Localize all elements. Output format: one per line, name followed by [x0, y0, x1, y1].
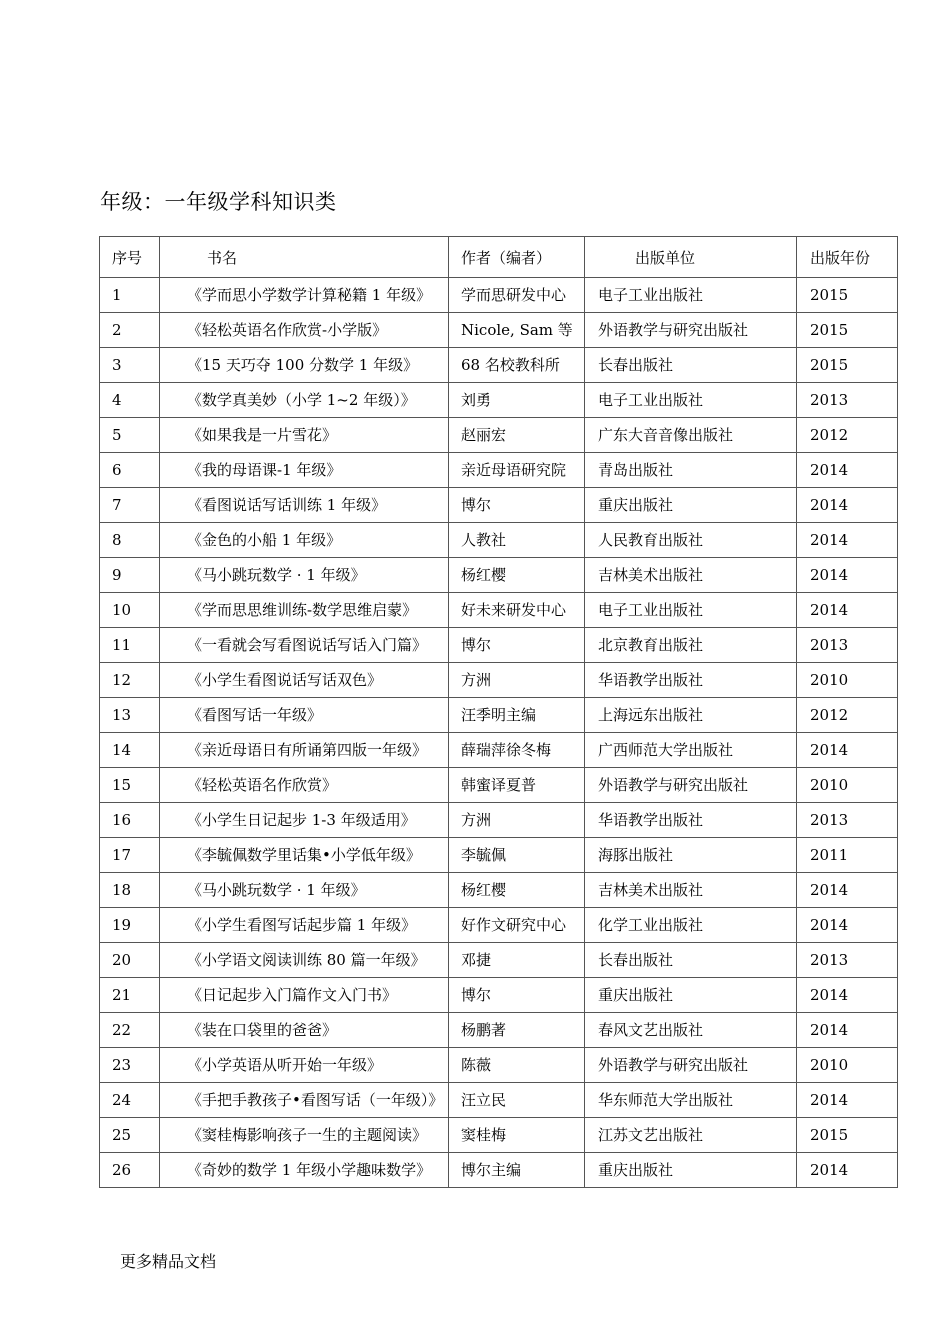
cell-author: 李毓佩 [449, 838, 585, 873]
cell-no: 23 [100, 1048, 160, 1083]
table-row [100, 768, 898, 803]
cell-year: 2015 [797, 313, 898, 348]
cell-publisher: 春风文艺出版社 [585, 1013, 797, 1048]
table-row [100, 908, 898, 943]
cell-year: 2014 [797, 978, 898, 1013]
table-row [100, 523, 898, 558]
table-row [100, 978, 898, 1013]
cell-publisher: 化学工业出版社 [585, 908, 797, 943]
cell-title: 《小学英语从听开始一年级》 [160, 1048, 449, 1083]
column-header-no: 序号 [100, 237, 160, 278]
cell-no: 10 [100, 593, 160, 628]
cell-publisher: 重庆出版社 [585, 1153, 797, 1188]
cell-no: 18 [100, 873, 160, 908]
cell-year: 2014 [797, 558, 898, 593]
cell-publisher: 长春出版社 [585, 943, 797, 978]
cell-title: 《看图写话一年级》 [160, 698, 449, 733]
cell-no: 5 [100, 418, 160, 453]
column-header-publisher: 出版单位 [585, 237, 797, 278]
cell-year: 2014 [797, 593, 898, 628]
cell-title: 《轻松英语名作欣赏-小学版》 [160, 313, 449, 348]
cell-author: 窦桂梅 [449, 1118, 585, 1153]
cell-publisher: 电子工业出版社 [585, 383, 797, 418]
column-header-title: 书名 [160, 237, 449, 278]
cell-year: 2014 [797, 523, 898, 558]
cell-author: 人教社 [449, 523, 585, 558]
table-row [100, 1048, 898, 1083]
cell-year: 2015 [797, 278, 898, 313]
cell-publisher: 吉林美术出版社 [585, 873, 797, 908]
cell-year: 2015 [797, 1118, 898, 1153]
cell-publisher: 电子工业出版社 [585, 278, 797, 313]
cell-no: 12 [100, 663, 160, 698]
cell-title: 《数学真美妙（小学 1~2 年级）》 [160, 383, 449, 418]
cell-title: 《15 天巧夺 100 分数学 1 年级》 [160, 348, 449, 383]
table-row [100, 593, 898, 628]
table-row [100, 453, 898, 488]
cell-author: 博尔 [449, 978, 585, 1013]
table-row [100, 313, 898, 348]
cell-publisher: 青岛出版社 [585, 453, 797, 488]
cell-title: 《我的母语课-1 年级》 [160, 453, 449, 488]
cell-title: 《小学语文阅读训练 80 篇一年级》 [160, 943, 449, 978]
cell-title: 《轻松英语名作欣赏》 [160, 768, 449, 803]
cell-author: 博尔主编 [449, 1153, 585, 1188]
cell-author: 刘勇 [449, 383, 585, 418]
cell-title: 《手把手教孩子•看图写话（一年级）》 [160, 1083, 449, 1118]
cell-title: 《奇妙的数学 1 年级小学趣味数学》 [160, 1153, 449, 1188]
cell-year: 2013 [797, 803, 898, 838]
cell-no: 15 [100, 768, 160, 803]
cell-author: 邓捷 [449, 943, 585, 978]
cell-title: 《学而思小学数学计算秘籍 1 年级》 [160, 278, 449, 313]
cell-no: 6 [100, 453, 160, 488]
cell-publisher: 华语教学出版社 [585, 663, 797, 698]
cell-publisher: 重庆出版社 [585, 488, 797, 523]
table-row [100, 418, 898, 453]
cell-no: 24 [100, 1083, 160, 1118]
book-list-table [99, 236, 898, 1188]
cell-author: 杨鹏著 [449, 1013, 585, 1048]
cell-no: 22 [100, 1013, 160, 1048]
table-row [100, 1118, 898, 1153]
cell-publisher: 北京教育出版社 [585, 628, 797, 663]
cell-author: 学而思研发中心 [449, 278, 585, 313]
table-row [100, 628, 898, 663]
cell-no: 26 [100, 1153, 160, 1188]
cell-year: 2011 [797, 838, 898, 873]
cell-title: 《亲近母语日有所诵第四版一年级》 [160, 733, 449, 768]
cell-year: 2014 [797, 908, 898, 943]
table-row [100, 348, 898, 383]
cell-no: 25 [100, 1118, 160, 1153]
cell-no: 16 [100, 803, 160, 838]
cell-year: 2013 [797, 943, 898, 978]
cell-no: 4 [100, 383, 160, 418]
cell-no: 14 [100, 733, 160, 768]
cell-publisher: 外语教学与研究出版社 [585, 1048, 797, 1083]
table-row [100, 1083, 898, 1118]
cell-year: 2012 [797, 698, 898, 733]
cell-author: 韩蜜译夏普 [449, 768, 585, 803]
cell-author: Nicole, Sam 等 [449, 313, 585, 348]
cell-year: 2013 [797, 383, 898, 418]
table-row [100, 873, 898, 908]
table-row [100, 558, 898, 593]
cell-author: 薛瑞萍徐冬梅 [449, 733, 585, 768]
cell-no: 17 [100, 838, 160, 873]
cell-author: 亲近母语研究院 [449, 453, 585, 488]
cell-no: 3 [100, 348, 160, 383]
cell-year: 2014 [797, 1013, 898, 1048]
cell-title: 《如果我是一片雪花》 [160, 418, 449, 453]
cell-publisher: 广西师范大学出版社 [585, 733, 797, 768]
cell-title: 《学而思思维训练-数学思维启蒙》 [160, 593, 449, 628]
table-row [100, 803, 898, 838]
cell-publisher: 人民教育出版社 [585, 523, 797, 558]
table-row [100, 943, 898, 978]
cell-publisher: 电子工业出版社 [585, 593, 797, 628]
cell-publisher: 上海远东出版社 [585, 698, 797, 733]
cell-year: 2014 [797, 1083, 898, 1118]
cell-year: 2014 [797, 1153, 898, 1188]
footer-note: 更多精品文档 [120, 1252, 217, 1271]
cell-author: 好作文研究中心 [449, 908, 585, 943]
cell-publisher: 长春出版社 [585, 348, 797, 383]
table-row [100, 1153, 898, 1188]
cell-title: 《李毓佩数学里话集•小学低年级》 [160, 838, 449, 873]
table-row [100, 278, 898, 313]
cell-year: 2010 [797, 768, 898, 803]
cell-no: 8 [100, 523, 160, 558]
column-header-year: 出版年份 [797, 237, 898, 278]
cell-author: 好未来研发中心 [449, 593, 585, 628]
cell-title: 《一看就会写看图说话写话入门篇》 [160, 628, 449, 663]
cell-author: 杨红樱 [449, 558, 585, 593]
cell-year: 2014 [797, 873, 898, 908]
cell-year: 2014 [797, 453, 898, 488]
column-header-author: 作者（编者） [449, 237, 585, 278]
cell-no: 9 [100, 558, 160, 593]
cell-year: 2010 [797, 1048, 898, 1083]
cell-publisher: 重庆出版社 [585, 978, 797, 1013]
cell-year: 2014 [797, 488, 898, 523]
cell-title: 《小学生看图写话起步篇 1 年级》 [160, 908, 449, 943]
cell-year: 2015 [797, 348, 898, 383]
cell-no: 1 [100, 278, 160, 313]
cell-year: 2013 [797, 628, 898, 663]
cell-author: 方洲 [449, 663, 585, 698]
cell-year: 2014 [797, 733, 898, 768]
cell-title: 《马小跳玩数学 · 1 年级》 [160, 558, 449, 593]
cell-author: 赵丽宏 [449, 418, 585, 453]
cell-title: 《日记起步入门篇作文入门书》 [160, 978, 449, 1013]
table-row [100, 733, 898, 768]
cell-publisher: 海豚出版社 [585, 838, 797, 873]
cell-author: 陈薇 [449, 1048, 585, 1083]
cell-publisher: 外语教学与研究出版社 [585, 313, 797, 348]
page-title: 年级：一年级学科知识类 [100, 190, 337, 214]
cell-publisher: 华东师范大学出版社 [585, 1083, 797, 1118]
cell-title: 《马小跳玩数学 · 1 年级》 [160, 873, 449, 908]
table-row [100, 838, 898, 873]
table-header-row [100, 237, 898, 278]
cell-publisher: 外语教学与研究出版社 [585, 768, 797, 803]
cell-no: 19 [100, 908, 160, 943]
cell-author: 博尔 [449, 628, 585, 663]
cell-publisher: 江苏文艺出版社 [585, 1118, 797, 1153]
cell-author: 博尔 [449, 488, 585, 523]
table-row [100, 1013, 898, 1048]
cell-title: 《小学生日记起步 1-3 年级适用》 [160, 803, 449, 838]
cell-year: 2010 [797, 663, 898, 698]
table-row [100, 488, 898, 523]
cell-publisher: 吉林美术出版社 [585, 558, 797, 593]
cell-title: 《窦桂梅影响孩子一生的主题阅读》 [160, 1118, 449, 1153]
cell-author: 汪立民 [449, 1083, 585, 1118]
cell-title: 《金色的小船 1 年级》 [160, 523, 449, 558]
cell-title: 《装在口袋里的爸爸》 [160, 1013, 449, 1048]
cell-publisher: 华语教学出版社 [585, 803, 797, 838]
cell-no: 11 [100, 628, 160, 663]
cell-author: 68 名校教科所 [449, 348, 585, 383]
cell-author: 杨红樱 [449, 873, 585, 908]
table-row [100, 383, 898, 418]
cell-no: 7 [100, 488, 160, 523]
cell-year: 2012 [797, 418, 898, 453]
cell-no: 2 [100, 313, 160, 348]
cell-no: 20 [100, 943, 160, 978]
cell-author: 方洲 [449, 803, 585, 838]
cell-title: 《看图说话写话训练 1 年级》 [160, 488, 449, 523]
cell-no: 21 [100, 978, 160, 1013]
cell-publisher: 广东大音音像出版社 [585, 418, 797, 453]
cell-title: 《小学生看图说话写话双色》 [160, 663, 449, 698]
table-row [100, 698, 898, 733]
table-row [100, 663, 898, 698]
cell-no: 13 [100, 698, 160, 733]
cell-author: 汪季明主编 [449, 698, 585, 733]
